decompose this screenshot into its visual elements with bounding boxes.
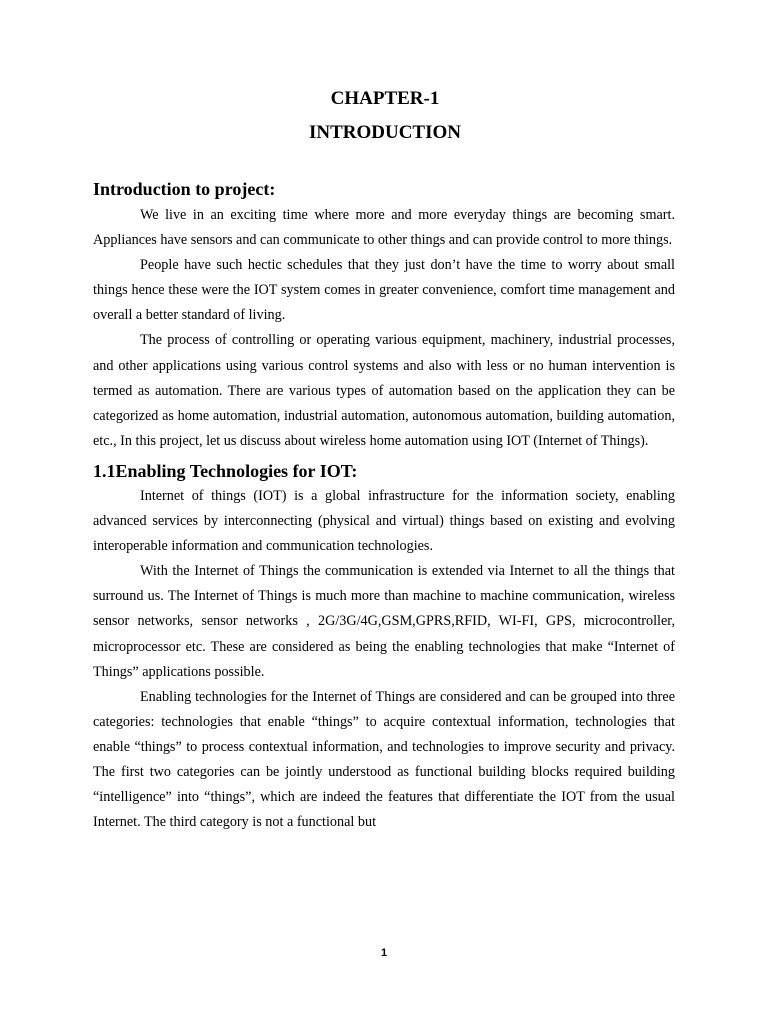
paragraph: Internet of things (IOT) is a global infrastructure for the information society, enabling advanced services by interconnecting (physical and virtual) things based on existing and evolving interoperable information and communication technologies.: [93, 487, 675, 555]
paragraph: Enabling technologies for the Internet of Things are considered and can be grouped into three categories: technologies that enable “things” to acquire contextual information, technologies that enable “things” to process contextual information, and technologies to improve security and privacy. The first two categories can be jointly understood as functional building blocks required building “intelligence” into “things”, which are indeed the features that differentiate the IOT from the usual Internet. The third category is not a functional but: [93, 688, 675, 831]
paragraph: We live in an exciting time where more and more everyday things are becoming smart. Appliances have sensors and can communicate to other things and can provide control to more things.: [93, 207, 675, 249]
paragraph: With the Internet of Things the communication is extended via Internet to all the things that surround us. The Internet of Things is much more than machine to machine communication, wireless sensor networks, sensor networks , 2G/3G/4G,GSM,GPRS,RFID, WI-FI, GPS, microcontroller, microprocessor etc. These are considered as being the enabling technologies that make “Internet of Things” applications possible.: [93, 563, 675, 680]
chapter-title: INTRODUCTION: [308, 122, 462, 143]
page-number: 1: [380, 947, 388, 959]
section-heading-introduction: Introduction to project:: [93, 179, 276, 199]
document-page: [93, 86, 675, 835]
section-heading-enabling-technologies: 1.1Enabling Technologies for IOT:: [93, 460, 358, 481]
paragraph: The process of controlling or operating various equipment, machinery, industrial processes, and other applications using various control systems and also with less or no human intervention is termed as automation. There are various types of automation based on the application they can be categorized as home automation, industrial automation, autonomous automation, building automation, etc., In this project, let us discuss about wireless home automation using IOT (Internet of Things).: [93, 332, 675, 449]
paragraph: People have such hectic schedules that they just don’t have the time to worry about small things hence these were the IOT system comes in greater convenience, comfort time management and overall a better standard of living.: [93, 257, 675, 324]
chapter-number: CHAPTER-1: [330, 88, 440, 109]
